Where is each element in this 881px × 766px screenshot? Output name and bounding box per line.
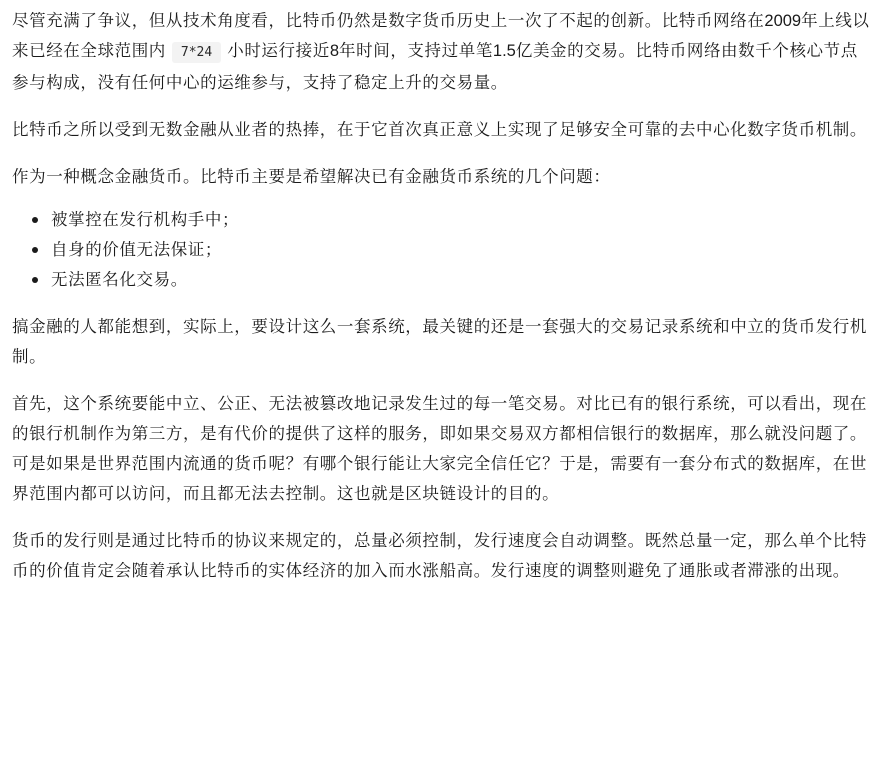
year: 2009 [764,12,802,30]
list-item [32,265,871,295]
list-item-text: 无法匿名化交易。 [51,270,188,289]
paragraph-bitcoin-history [12,6,871,98]
text: 亿美金的交易。比特币网络由数千个核心节点参与构成，没有任何中心的运维参与，支持了稳定上升的交易量。 [12,41,858,92]
paragraph-issuance: 货币的发行则是通过比特币的协议来规定的，总量必须控制，发行速度会自动调整。既然总量一定，那么单个比特币的价值肯定会随着承认比特币的实体经济的加入而水涨船高。发行速度的调整则避免了通胀或者滞涨的出现。 [12,531,867,580]
list-item-text: 自身的价值无法保证； [51,240,222,259]
bullet-icon [32,217,38,223]
years-count: 8 [329,42,340,60]
amount: 1.5 [492,42,516,60]
text: 年上线以来已经在全球范围内 [12,11,870,60]
paragraph-popularity: 比特币之所以受到无数金融从业者的热捧，在于它首次真正意义上实现了足够安全可靠的去中心化数字货币机制。 [12,120,867,139]
paragraph-problems-intro: 作为一种概念金融货币。比特币主要是希望解决已有金融货币系统的几个问题： [12,167,611,186]
bullet-icon [32,277,38,283]
list-item-text: 被掌控在发行机构手中； [51,210,240,229]
paragraph-ledger: 首先，这个系统要能中立、公正、无法被篡改地记录发生过的每一笔交易。对比已有的银行系统，可以看出，现在的银行机制作为第三方，是有代价的提供了这样的服务，即如果交易双方都相信银行的数据库，那么就没问题了。可是如果是世界范围内流通的货币呢？有哪个银行能让大家完全信任它？于是，需要有一套分布式的数据库，在世界范围内都可以访问，而且都无法去控制。这也就是区块链设计的目的。 [12,394,867,503]
problems-list [12,205,871,295]
bullet-icon [32,247,38,253]
list-item [32,205,871,235]
list-item [32,235,871,265]
text: 尽管充满了争议，但从技术角度看，比特币仍然是数字货币历史上一次了不起的创新。比特币网络在 [12,11,765,30]
inline-code: 7*24 [172,42,221,63]
paragraph-system-design: 搞金融的人都能想到，实际上，要设计这么一套系统，最关键的还是一套强大的交易记录系统和中立的货币发行机制。 [12,317,867,366]
text: 年时间，支持过单笔 [339,41,493,60]
text: 小时运行接近 [227,41,330,60]
